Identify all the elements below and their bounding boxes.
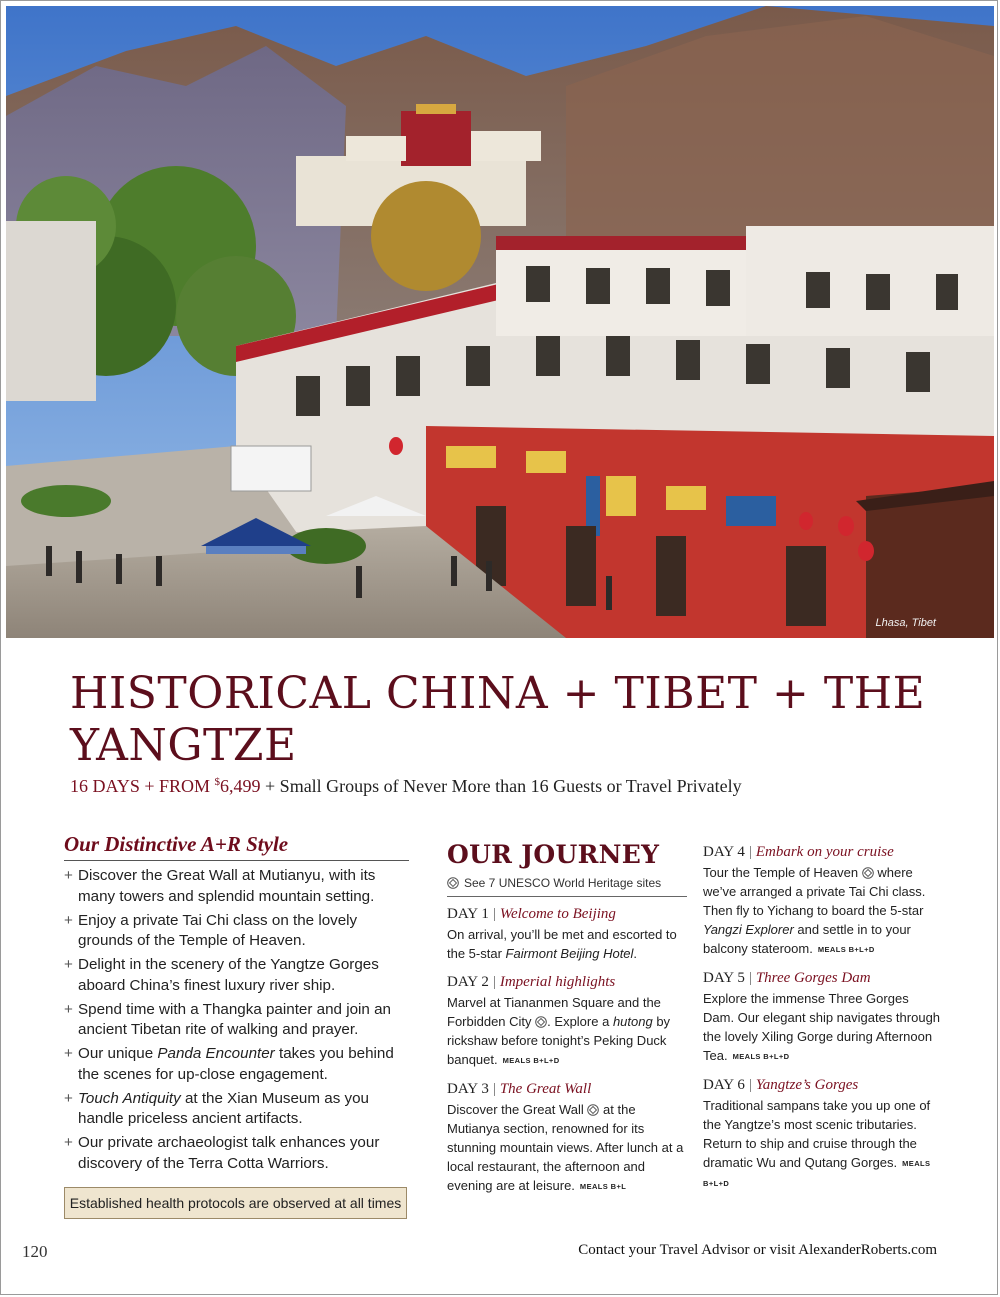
plus-icon: + [64,1000,73,1018]
style-bullet: + Our unique Panda Encounter takes you behind the scenes for up-close engagement. [64,1045,394,1083]
day-title: Welcome to Beijing [499,906,616,922]
plus-icon: + [64,911,73,929]
style-bullet: + Touch Antiquity at the Xian Museum as you handle priceless ancient artifacts. [64,1089,369,1127]
health-protocols-note: Established health protocols are observed at all times [64,1187,407,1219]
day-title: The Great Wall [499,1081,592,1097]
day-item: DAY 2 | Imperial highlights Marvel at Tiananmen Square and the Forbidden City . Explore a hutong by rickshaw before tonight’s Peking Duck banquet. MEALS B+L+D [447,972,687,1070]
day-item: DAY 5 | Three Gorges Dam Explore the immense Three Gorges Dam. Our elegant ship navigates through the lovely Xiling Gorge during Afternoon Tea. MEALS B+L+D [703,968,943,1066]
day-description: On arrival, you’ll be met and escorted to the 5-star Fairmont Beijing Hotel. [447,927,677,961]
journey-section [447,838,687,1205]
plus-icon: + [64,1089,73,1107]
day-title: Three Gorges Dam [755,970,871,986]
day-description: Traditional sampans take you up one of the Yangtze’s most scenic tributaries. Return to ship and cruise through the dramatic Wu and Qutang Gorges. MEALS B+L+D [703,1098,931,1188]
trip-group-info: + Small Groups of Never More than 16 Guests or Travel Privately [260,776,742,796]
day-title: Imperial highlights [499,974,616,990]
day-label: DAY 3 [447,1081,489,1097]
day-label: DAY 4 [703,844,745,860]
style-bullet: + Our private archaeologist talk enhances your discovery of the Terra Cotta Warriors. [64,1134,380,1172]
day-label: DAY 1 [447,906,489,922]
plus-icon: + [64,1134,73,1151]
photo-caption: Lhasa, Tibet [875,617,936,629]
style-bullet: + Discover the Great Wall at Mutianyu, with its many towers and splendid mountain setting. [64,867,376,905]
day-description: Discover the Great Wall at the Mutianya section, renowned for its stunning mountain views. After lunch at a local restaurant, the afternoon and evening are at leisure. MEALS B+L [447,1102,684,1193]
plus-icon: + [64,956,73,973]
meals-label: MEALS B+L+D [732,1052,790,1061]
unesco-icon [447,877,459,889]
style-bullets [64,866,409,1174]
day-item: DAY 1 | Welcome to Beijing On arrival, you’ll be met and escorted to the 5-star Fairmont Beijing Hotel. [447,904,687,963]
journey-section-continued [703,842,943,1202]
hero-illustration [6,6,994,638]
journey-heading: OUR JOURNEY [447,840,660,869]
day-label: DAY 2 [447,974,489,990]
day-label: DAY 5 [703,970,745,986]
day-description: Explore the immense Three Gorges Dam. Our elegant ship navigates through the lovely Xiling Gorge during Afternoon Tea. MEALS B+L+D [703,991,941,1063]
day-item: DAY 3 | The Great Wall Discover the Great Wall at the Mutianya section, renowned for its stunning mountain views. After lunch at a local restaurant, the afternoon and evening are at leisure. MEALS B+L [447,1079,687,1196]
style-section [64,832,409,1178]
page-number: 120 [22,1242,48,1261]
unesco-icon [535,1016,547,1028]
style-bullet: + Delight in the scenery of the Yangtze Gorges aboard China’s finest luxury river ship. [64,956,379,994]
plus-icon: + [64,867,73,884]
unesco-text: See 7 UNESCO World Heritage sites [464,876,662,890]
hero-photo [6,6,994,638]
unesco-note [447,872,687,897]
day-title: Yangtze’s Gorges [755,1077,859,1093]
meals-label: MEALS B+L [579,1182,627,1191]
day-label: DAY 6 [703,1077,745,1093]
currency-symbol: $ [214,776,221,788]
day-item: DAY 4 | Embark on your cruise Tour the Temple of Heaven where we’ve arranged a private Tai Chi class. Then fly to Yichang to board the 5-star Yangzi Explorer and settle in to your balcony stateroom. MEALS B+L+D [703,842,943,959]
trip-price [215,776,261,796]
contact-line: Contact your Travel Advisor or visit AlexanderRoberts.com [578,1242,937,1258]
trip-days-label: 16 DAYS + FROM [70,776,215,796]
price-value: 6,499 [220,776,261,796]
style-bullet: + Enjoy a private Tai Chi class on the lovely grounds of the Temple of Heaven. [64,911,358,949]
plus-icon: + [64,1045,73,1062]
meals-label: MEALS B+L+D [703,1159,931,1188]
unesco-icon [587,1104,599,1116]
meals-label: MEALS B+L+D [502,1056,560,1065]
trip-summary [70,776,970,797]
style-heading: Our Distinctive A+R Style [64,832,409,861]
meals-label: MEALS B+L+D [817,945,875,954]
page-title: HISTORICAL CHINA + TIBET + THE YANGTZE [70,668,926,771]
day-description: Marvel at Tiananmen Square and the Forbidden City . Explore a hutong by rickshaw before tonight’s Peking Duck banquet. MEALS B+L+D [447,995,671,1067]
day-description: Tour the Temple of Heaven where we’ve arranged a private Tai Chi class. Then fly to Yichang to board the 5-star Yangzi Explorer and settle in to your balcony stateroom. MEALS B+L+D [703,865,926,956]
day-item: DAY 6 | Yangtze’s Gorges Traditional sampans take you up one of the Yangtze’s most scenic tributaries. Return to ship and cruise through the dramatic Wu and Qutang Gorges. MEALS B+L+D [703,1075,943,1193]
day-title: Embark on your cruise [755,844,894,860]
style-bullet: + Spend time with a Thangka painter and join an ancient Tibetan rite of walking and prayer. [64,1000,391,1038]
unesco-icon [862,867,874,879]
